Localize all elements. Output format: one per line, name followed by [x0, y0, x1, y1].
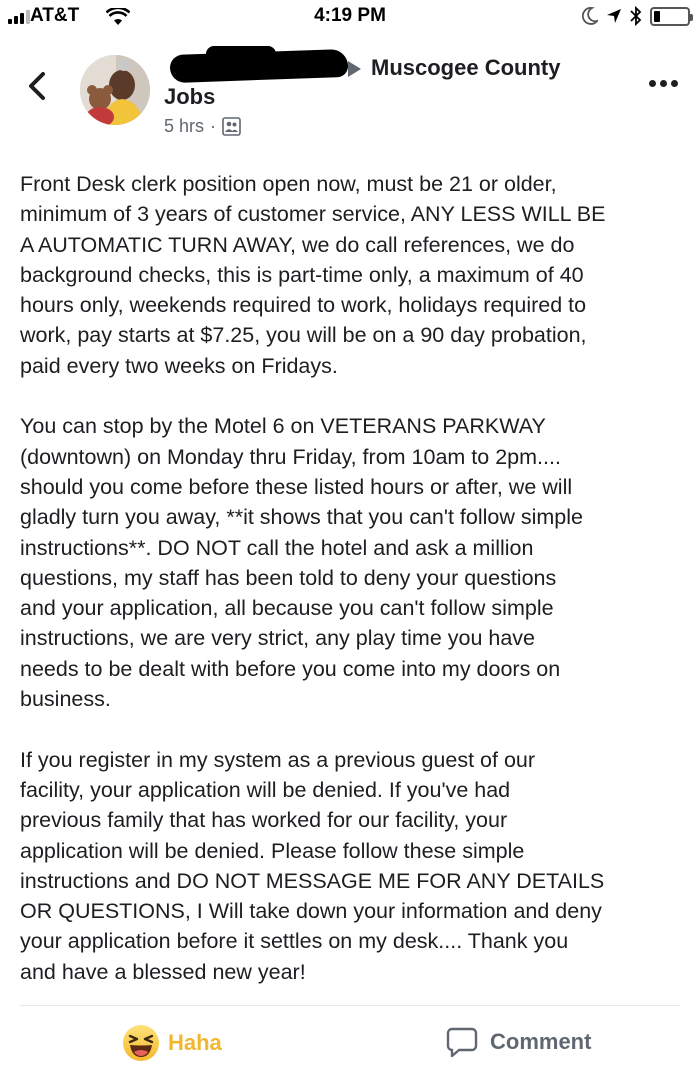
carrier-name: AT&T — [30, 5, 80, 26]
post-line: your application before it settles on my desk.... Thank you — [20, 929, 569, 954]
post-line: If you register in my system as a previous guest of our — [20, 747, 536, 772]
post-line: application will be denied. Please follow these simple — [20, 838, 525, 863]
post-line: needs to be dealt with before you come into my doors on — [20, 656, 561, 681]
post-line: background checks, this is part-time only, a maximum of 40 — [20, 262, 584, 287]
haha-label: Haha — [168, 1030, 222, 1055]
post-line: Front Desk clerk position open now, must be 21 or older, — [20, 172, 557, 196]
bluetooth-icon — [630, 6, 642, 26]
shared-to-arrow-icon — [348, 61, 361, 77]
post-line: and have a blessed new year! — [20, 959, 306, 984]
post-paragraph-2 — [20, 411, 688, 714]
post-line: questions, my staff has been told to deny your questions — [20, 565, 557, 590]
do-not-disturb-icon — [582, 7, 598, 25]
post-line: facility, your application will be denied. If you've had — [20, 777, 511, 802]
post-line: business. — [20, 687, 111, 712]
post-line: You can stop by the Motel 6 on VETERANS PARKWAY — [20, 414, 546, 439]
haha-emoji-icon — [122, 1024, 160, 1062]
comment-button[interactable] — [446, 1026, 591, 1058]
post-line: gladly turn you away, **it shows that you can't follow simple — [20, 505, 583, 530]
post-line: should you come before these listed hours or after, we will — [20, 474, 573, 499]
post-line: instructions, we are very strict, any play time you have — [20, 626, 536, 651]
group-name-continued[interactable]: Jobs — [164, 84, 216, 109]
avatar[interactable] — [80, 55, 150, 125]
post-line: minimum of 3 years of customer service, ANY LESS WILL BE — [20, 202, 606, 227]
comment-label: Comment — [490, 1029, 592, 1054]
post-line: previous family that has worked for our facility, your — [20, 808, 508, 833]
battery-icon — [650, 7, 690, 26]
post-line: paid every two weeks on Fridays. — [20, 353, 338, 378]
redaction-mark — [206, 46, 276, 62]
action-bar-divider — [20, 1005, 680, 1006]
status-bar — [0, 0, 700, 36]
status-time: 4:19 PM — [314, 5, 386, 26]
post-line: work, pay starts at $7.25, you will be on a 90 day probation, — [20, 323, 587, 348]
post-line: (downtown) on Monday thru Friday, from 10am to 2pm.... — [20, 444, 561, 469]
post-line: hours only, weekends required to work, holidays required to — [20, 293, 587, 318]
post-paragraph-3 — [20, 745, 688, 987]
post-line: instructions**. DO NOT call the hotel and ask a million — [20, 535, 534, 560]
location-arrow-icon — [606, 8, 622, 24]
post-line: OR QUESTIONS, I Will take down your information and deny — [20, 899, 602, 924]
group-audience-icon — [222, 117, 241, 136]
post-timestamp[interactable]: 5 hrs — [164, 116, 205, 136]
post-body — [20, 169, 688, 1017]
meta-separator: · — [210, 116, 217, 136]
haha-reaction-button[interactable] — [122, 1024, 222, 1062]
post-paragraph-1 — [20, 169, 688, 381]
avatar-photo — [80, 55, 150, 125]
post-line: and your application, all because you can't follow simple — [20, 596, 554, 621]
comment-bubble-icon — [446, 1026, 478, 1058]
more-options-icon[interactable] — [649, 80, 678, 87]
group-name[interactable]: Muscogee County — [371, 55, 561, 80]
post-line: instructions and DO NOT MESSAGE ME FOR ANY DETAILS — [20, 868, 605, 893]
post-meta — [164, 116, 241, 137]
back-chevron-icon[interactable] — [26, 70, 48, 102]
post-line: A AUTOMATIC TURN AWAY, we do call references, we do — [20, 232, 575, 257]
